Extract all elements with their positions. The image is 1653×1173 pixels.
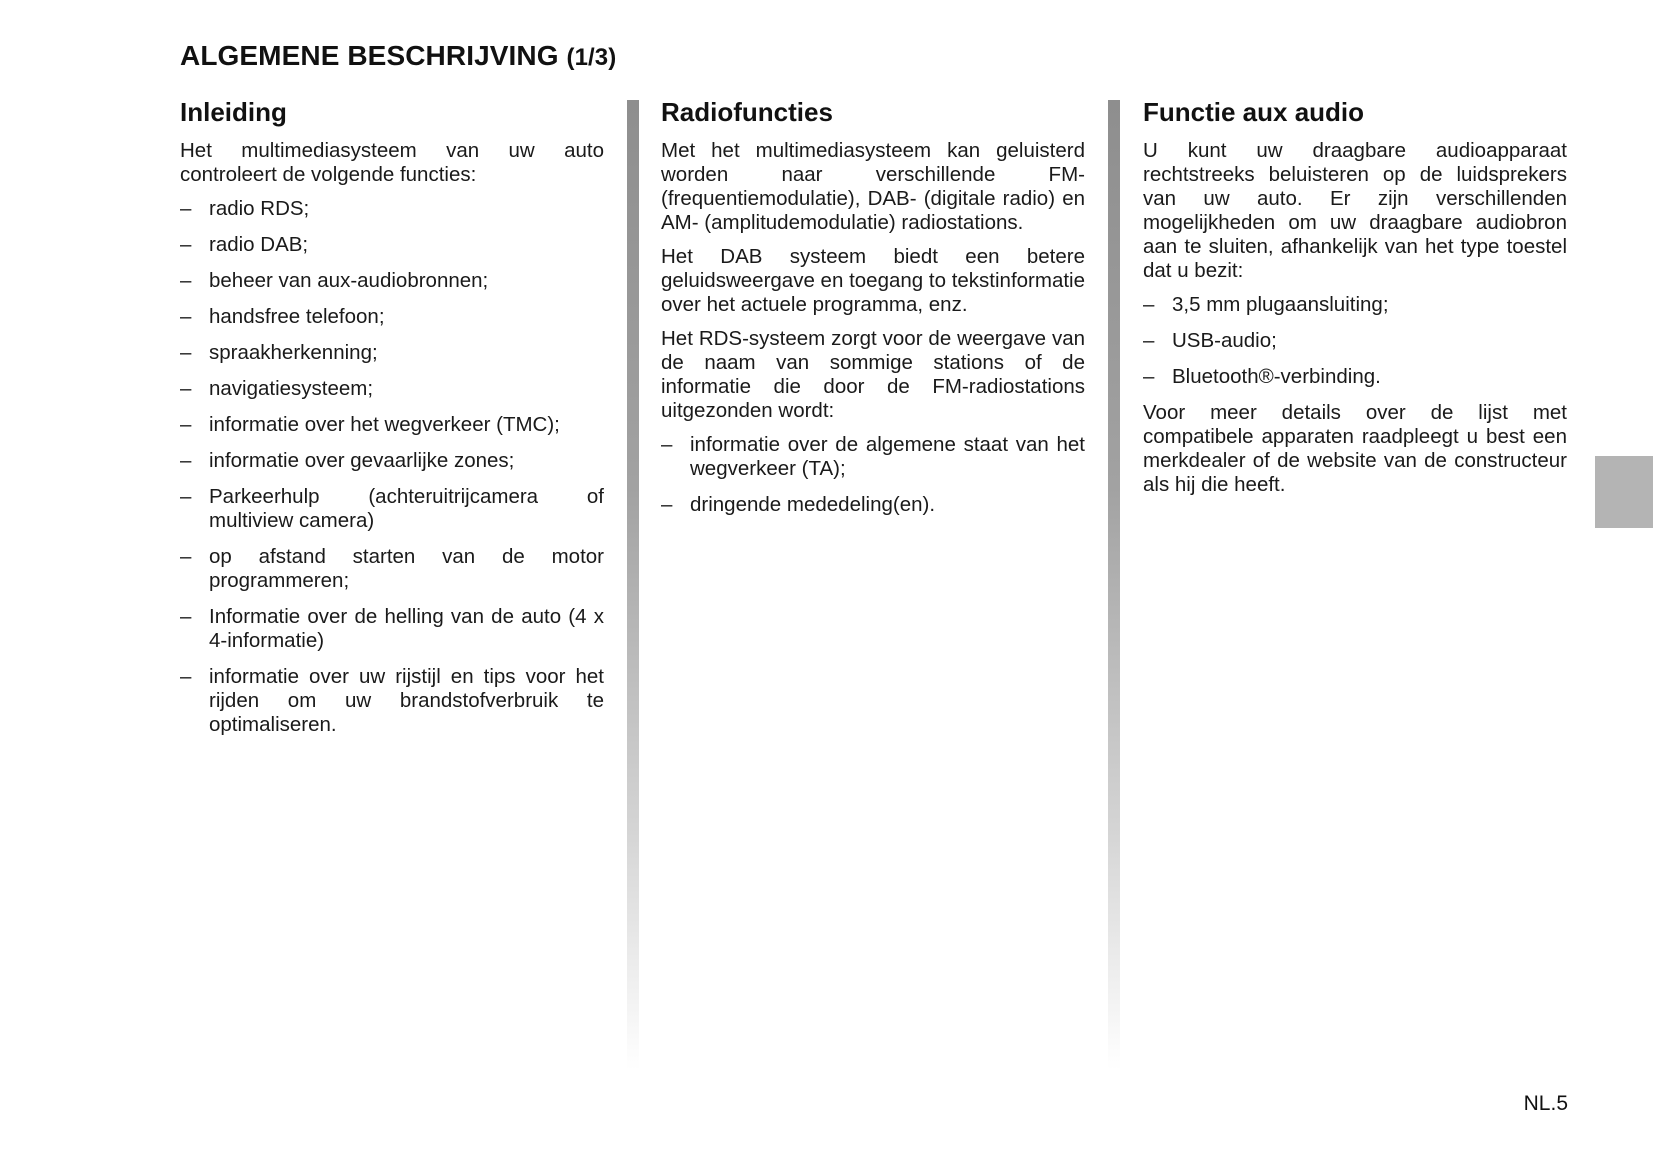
column-divider-right [1108, 100, 1120, 1070]
list-item [180, 341, 604, 365]
list-dash: – [661, 433, 673, 456]
list-item [1143, 365, 1567, 389]
section-inleiding [180, 95, 604, 749]
section-radiofuncties [661, 95, 1085, 529]
section-heading-aux-audio: Functie aux audio [1143, 97, 1365, 127]
aux-connection-list [1143, 293, 1567, 389]
list-dash: – [180, 233, 192, 256]
page-part-indicator: (1/3) [566, 44, 617, 71]
list-item [180, 269, 604, 293]
chapter-side-tab [1595, 456, 1653, 528]
list-item-text: informatie over het wegverkeer (TMC); [209, 413, 560, 436]
list-item [180, 449, 604, 473]
list-item [180, 377, 604, 401]
list-item [180, 197, 604, 221]
list-item-text: dringende mededeling(en). [690, 493, 936, 516]
list-dash: – [180, 449, 192, 472]
aux-intro-paragraph: U kunt uw draagbare audioapparaat rechtstreeks beluisteren op de luidsprekers van uw auto. Er zijn verschillenden mogelijkheden om uw draagbare audiobron aan te sluiten, afhankelijk van het type toestel dat u bezit: [1143, 139, 1567, 282]
aux-outro-paragraph: Voor meer details over de lijst met compatibele apparaten raadpleegt u best een merkdealer of de website van de constructeur als hij die heeft. [1143, 401, 1567, 496]
list-dash: – [180, 377, 192, 400]
list-item-text: Bluetooth®-verbinding. [1172, 365, 1381, 388]
page-title-text: ALGEMENE BESCHRIJVING [180, 40, 559, 71]
list-dash: – [180, 545, 192, 568]
list-item [180, 305, 604, 329]
radio-paragraph: Het RDS-systeem zorgt voor de weergave van de naam van sommige stations of de informatie die door de FM-radiostations uitgezonden wordt: [661, 327, 1085, 422]
list-item-text: radio DAB; [209, 233, 309, 256]
list-dash: – [180, 605, 192, 628]
list-item-text: informatie over de algemene staat van het wegverkeer (TA); [690, 433, 1085, 480]
list-item-text: Informatie over de helling van de auto (4 x 4-informatie) [209, 605, 604, 652]
radio-paragraph: Met het multimediasysteem kan geluisterd worden naar verschillende FM- (frequentiemodulatie), DAB- (digitale radio) en AM- (amplitudemodulatie) radiostations. [661, 139, 1085, 234]
list-dash: – [180, 413, 192, 436]
list-item-text: Parkeerhulp (achteruitrijcamera of multiview camera) [209, 485, 604, 532]
list-dash: – [180, 665, 192, 688]
list-item-text: radio RDS; [209, 197, 310, 220]
list-dash: – [1143, 329, 1155, 352]
column-divider-left [627, 100, 639, 1070]
list-item-text: informatie over uw rijstijl en tips voor het rijden om uw brandstofverbruik te optimaliseren. [209, 665, 604, 736]
list-item [1143, 293, 1567, 317]
list-dash: – [180, 305, 192, 328]
list-item-text: handsfree telefoon; [209, 305, 385, 328]
section-heading-radiofuncties: Radiofuncties [661, 97, 833, 127]
list-dash: – [180, 269, 192, 292]
radio-rds-list [661, 433, 1085, 517]
page-title [180, 40, 616, 72]
list-item [180, 605, 604, 653]
inleiding-function-list [180, 197, 604, 737]
list-dash: – [180, 485, 192, 508]
list-item [661, 433, 1085, 481]
list-item [180, 665, 604, 737]
radio-paragraph: Het DAB systeem biedt een betere geluidsweergave en toegang to tekstinformatie over het actuele programma, enz. [661, 245, 1085, 316]
list-dash: – [661, 493, 673, 516]
list-dash: – [1143, 293, 1155, 316]
list-dash: – [180, 197, 192, 220]
inleiding-intro-paragraph: Het multimediasysteem van uw auto controleert de volgende functies: [180, 139, 604, 186]
section-functie-aux-audio [1143, 95, 1567, 507]
list-item-text: 3,5 mm plugaansluiting; [1172, 293, 1389, 316]
list-item-text: informatie over gevaarlijke zones; [209, 449, 515, 472]
list-item [180, 485, 604, 533]
list-item-text: USB-audio; [1172, 329, 1277, 352]
list-item [661, 493, 1085, 517]
list-item [180, 413, 604, 437]
list-dash: – [1143, 365, 1155, 388]
list-item-text: op afstand starten van de motor programmeren; [209, 545, 604, 592]
list-item-text: navigatiesysteem; [209, 377, 374, 400]
section-heading-inleiding: Inleiding [180, 97, 287, 127]
page-number: NL.5 [1523, 1092, 1568, 1115]
list-item-text: spraakherkenning; [209, 341, 378, 364]
list-item [180, 545, 604, 593]
list-item [180, 233, 604, 257]
list-dash: – [180, 341, 192, 364]
list-item-text: beheer van aux-audiobronnen; [209, 269, 489, 292]
list-item [1143, 329, 1567, 353]
